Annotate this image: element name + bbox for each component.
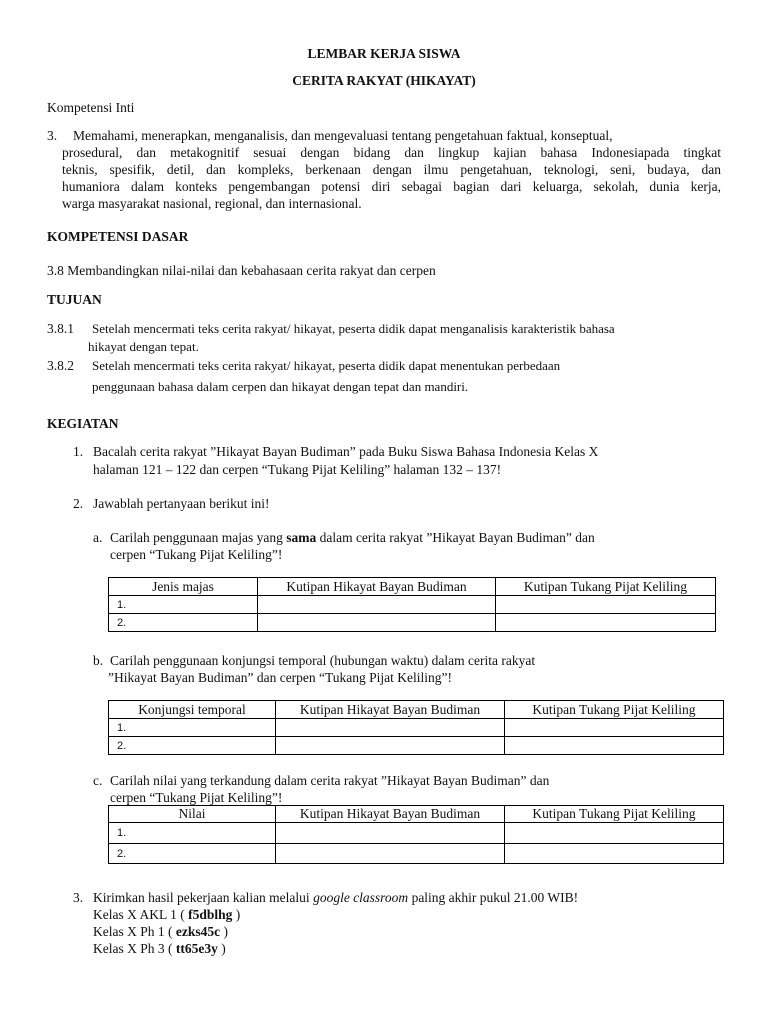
tujuan-1-line-1: Setelah mencermati teks cerita rakyat/ hikayat, peserta didik dapat menganalisis karakteristik bahasa xyxy=(92,321,615,336)
page-title: LEMBAR KERJA SISWA xyxy=(307,46,461,61)
kompetensi-inti-number: 3. xyxy=(47,128,58,143)
table-cell-input[interactable] xyxy=(276,844,505,864)
table-konjungsi xyxy=(108,700,724,755)
question-b-line-2: ”Hikayat Bayan Budiman” dan cerpen “Tukang Pijat Keliling”! xyxy=(108,670,453,685)
table-header-row xyxy=(109,578,716,596)
table-majas xyxy=(108,577,716,632)
kompetensi-inti-line-3: teknis, spesifik, detil, dan kompleks, berkenaan dengan ilmu pengetahuan, teknologi, seni, budaya, dan xyxy=(62,162,721,177)
table-header-cell: Konjungsi temporal xyxy=(109,701,276,719)
table-cell-input[interactable] xyxy=(496,596,716,614)
kegiatan-step-1-line-1: Bacalah cerita rakyat ”Hikayat Bayan Budiman” pada Buku Siswa Bahasa Indonesia Kelas X xyxy=(93,444,599,459)
kegiatan-step-2-text: Jawablah pertanyaan berikut ini! xyxy=(93,496,270,511)
question-c-line-1: Carilah nilai yang terkandung dalam cerita rakyat ”Hikayat Bayan Budiman” dan xyxy=(110,773,550,788)
question-a-letter: a. xyxy=(93,530,103,545)
kompetensi-inti-line-5: warga masyarakat nasional, regional, dan internasional. xyxy=(62,196,362,211)
kompetensi-inti-body xyxy=(62,144,721,212)
question-b-letter: b. xyxy=(93,653,104,668)
class-code: tt65e3y xyxy=(175,941,218,956)
table-header-cell: Jenis majas xyxy=(109,578,258,596)
table-cell-input[interactable] xyxy=(258,614,496,632)
class-code-line: Kelas X AKL 1 ( f5dblhg ) xyxy=(93,907,241,922)
table-cell-input[interactable] xyxy=(276,719,505,737)
table-nilai xyxy=(108,805,724,864)
table-row-number: 1. xyxy=(109,596,258,614)
kegiatan-step-3-text: Kirimkan hasil pekerjaan kalian melalui google classroom paling akhir pukul 21.00 WIB! xyxy=(93,890,579,905)
kompetensi-dasar-heading: KOMPETENSI DASAR xyxy=(47,229,189,244)
table-header-row xyxy=(109,806,724,823)
question-a-line-2: cerpen “Tukang Pijat Keliling”! xyxy=(110,547,283,562)
table-row xyxy=(109,737,724,755)
class-code: ezks45c xyxy=(175,924,221,939)
table-cell-input[interactable] xyxy=(505,823,724,844)
class-code-line: Kelas X Ph 1 ( ezks45c ) xyxy=(93,924,228,939)
table-row xyxy=(109,823,724,844)
table-cell-input[interactable] xyxy=(276,823,505,844)
table-cell-input[interactable] xyxy=(496,614,716,632)
kompetensi-inti-line-1: Memahami, menerapkan, menganalisis, dan mengevaluasi tentang pengetahuan faktual, konseptual, xyxy=(73,128,613,143)
kegiatan-step-2-number: 2. xyxy=(73,496,84,511)
table-header-cell: Kutipan Hikayat Bayan Budiman xyxy=(258,578,496,596)
table-cell-input[interactable] xyxy=(505,844,724,864)
table-row xyxy=(109,614,716,632)
table-row-number: 2. xyxy=(109,844,276,864)
table-header-cell: Kutipan Hikayat Bayan Budiman xyxy=(276,806,505,823)
table-cell-input[interactable] xyxy=(258,596,496,614)
table-header-cell: Kutipan Tukang Pijat Keliling xyxy=(505,701,724,719)
question-b-line-1: Carilah penggunaan konjungsi temporal (hubungan waktu) dalam cerita rakyat xyxy=(110,653,536,668)
kompetensi-inti-line-4: humaniora dalam konteks pengembangan potensi diri sebagai bagian dari keluarga, sekolah, dunia kerja, xyxy=(62,179,721,194)
table-header-cell: Nilai xyxy=(109,806,276,823)
kegiatan-step-1-number: 1. xyxy=(73,444,84,459)
kegiatan-heading: KEGIATAN xyxy=(47,416,119,431)
table-row xyxy=(109,596,716,614)
kegiatan-step-3-number: 3. xyxy=(73,890,84,905)
class-code: f5dblhg xyxy=(188,907,233,922)
tujuan-2-number: 3.8.2 xyxy=(47,358,74,373)
tujuan-heading: TUJUAN xyxy=(47,292,102,307)
question-c-line-2: cerpen “Tukang Pijat Keliling”! xyxy=(110,790,283,805)
table-row xyxy=(109,844,724,864)
table-cell-input[interactable] xyxy=(505,719,724,737)
tujuan-2-line-1: Setelah mencermati teks cerita rakyat/ hikayat, peserta didik dapat menentukan perbedaan xyxy=(92,358,561,373)
tujuan-1-number: 3.8.1 xyxy=(47,321,74,336)
tujuan-1-line-2: hikayat dengan tepat. xyxy=(88,339,199,354)
kompetensi-inti-line-2: prosedural, dan metakognitif sesuai dengan bidang dan lingkup kajian bahasa Indonesiapada tingkat xyxy=(62,145,721,160)
kompetensi-dasar-text: 3.8 Membandingkan nilai-nilai dan kebahasaan cerita rakyat dan cerpen xyxy=(47,263,436,278)
table-row-number: 1. xyxy=(109,719,276,737)
page-subtitle: CERITA RAKYAT (HIKAYAT) xyxy=(292,73,476,88)
tujuan-2-line-2: penggunaan bahasa dalam cerpen dan hikayat dengan tepat dan mandiri. xyxy=(92,379,469,394)
table-row xyxy=(109,719,724,737)
table-row-number: 1. xyxy=(109,823,276,844)
table-cell-input[interactable] xyxy=(276,737,505,755)
table-cell-input[interactable] xyxy=(505,737,724,755)
question-a-line-1: Carilah penggunaan majas yang sama dalam cerita rakyat ”Hikayat Bayan Budiman” dan xyxy=(110,530,595,545)
table-row-number: 2. xyxy=(109,614,258,632)
table-header-cell: Kutipan Hikayat Bayan Budiman xyxy=(276,701,505,719)
question-c-letter: c. xyxy=(93,773,103,788)
class-code-line: Kelas X Ph 3 ( tt65e3y ) xyxy=(93,941,226,956)
table-header-row xyxy=(109,701,724,719)
kegiatan-step-1-line-2: halaman 121 – 122 dan cerpen “Tukang Pijat Keliling” halaman 132 – 137! xyxy=(93,462,502,477)
kompetensi-inti-label: Kompetensi Inti xyxy=(47,100,135,115)
table-row-number: 2. xyxy=(109,737,276,755)
table-header-cell: Kutipan Tukang Pijat Keliling xyxy=(496,578,716,596)
table-header-cell: Kutipan Tukang Pijat Keliling xyxy=(505,806,724,823)
